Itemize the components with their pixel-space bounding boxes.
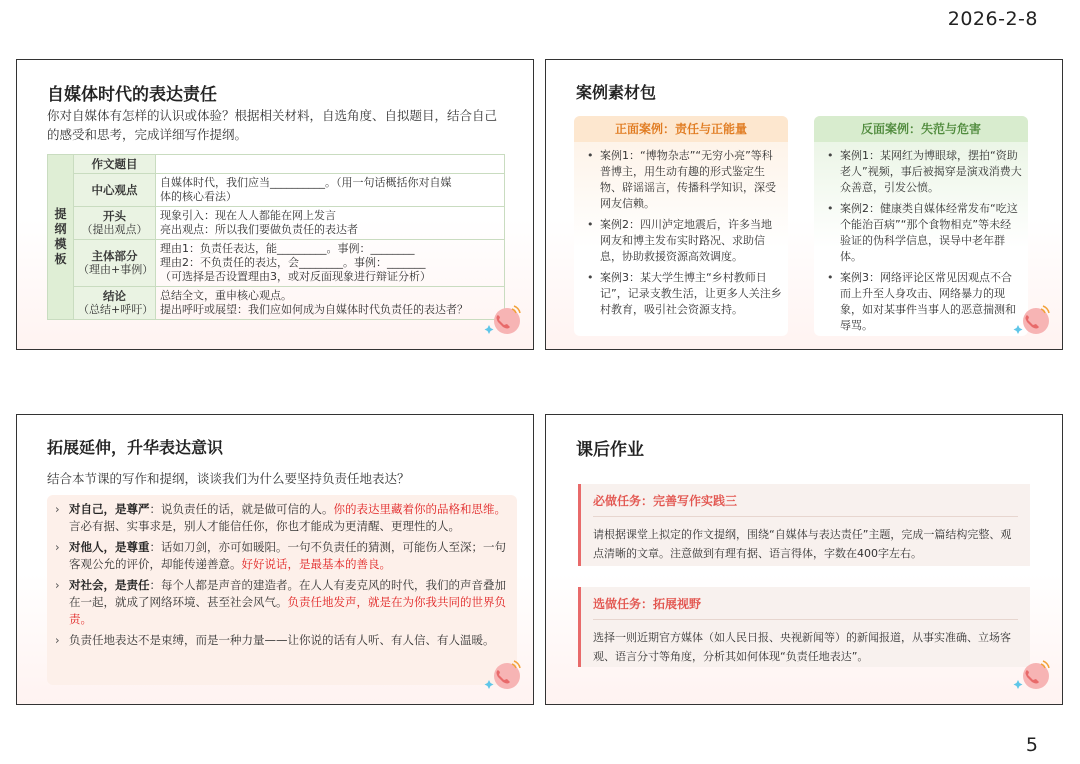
template-side-label: 提 纲 模 板 [48, 155, 74, 320]
row-value: 理由1：负责任表达，能_________。事例：________ 理由2：不负责任的表达，会________。事例：_______ （可选择是否设置理由3，或对反面现象进行辩证分析） [156, 240, 505, 287]
case-list [574, 142, 788, 318]
slide-extension[interactable] [16, 414, 534, 705]
list-item: › 负责任地表达不是束缚，而是一种力量——让你说的话有人听、有人信、有人温暖。 [55, 633, 495, 647]
list-item: • 案例2：健康类自媒体经常发布“吃这个能治百病”“那个食物相克”等未经验证的伪科学信息，误导中老年群体。 [826, 201, 1022, 265]
positive-cases-column [574, 116, 788, 336]
case-list [814, 142, 1028, 334]
row-label: 作文题目 [74, 155, 156, 174]
list-item: › 对他人，是尊重：话如刀剑，亦可如暖阳。一句不负责任的猜测，可能伤人至深；一句客观公允的评价，却能传递善意。好好说话，是最基本的善良。 [55, 540, 506, 571]
phone-icon [483, 658, 523, 692]
table-row [48, 155, 505, 174]
row-label: 主体部分 （理由+事例） [74, 240, 156, 287]
date-label: 2026-2-8 [947, 8, 1038, 30]
row-value: 现象引入：现在人人都能在网上发言 亮出观点：所以我们要做负责任的表达者 [156, 207, 505, 240]
list-item: • 案例3：网络评论区常见因观点不合而上升至人身攻击、网络暴力的现象，如对某事件当事人的恶意揣测和辱骂。 [826, 270, 1022, 334]
table-row [48, 240, 505, 287]
list-item: • 案例2：四川泸定地震后，许多当地网友和博主发布实时路况、求助信息，协助救援资源高效调度。 [586, 217, 782, 265]
list-item: • 案例3：某大学生博主“乡村教师日记”，记录支教生活，让更多人关注乡村教育，吸引社会资源支持。 [586, 270, 782, 318]
row-value: 自媒体时代，我们应当__________。（用一句话概括你对自媒 体的核心看法） [156, 174, 505, 207]
column-heading: 正面案例：责任与正能量 [574, 116, 788, 142]
table-row [48, 207, 505, 240]
task-heading: 必做任务：完善写作实践三 [581, 484, 1030, 517]
phone-icon [1012, 303, 1052, 337]
chevron-right-icon: › [55, 540, 60, 554]
phone-icon [483, 303, 523, 337]
task-body: 选择一则近期官方媒体（如人民日报、央视新闻等）的新闻报道，从事实准确、立场客观、语言分寸等角度，分析其如何体现“负责任地表达”。 [593, 631, 1011, 663]
row-value: 总结全文，重申核心观点。 提出呼吁或展望：我们应如何成为自媒体时代负责任的表达者？ [156, 287, 505, 320]
row-value [156, 155, 505, 174]
chevron-right-icon: › [55, 502, 60, 516]
slide-intro: 结合本节课的写作和提纲，谈谈我们为什么要坚持负责任地表达？ [47, 471, 410, 486]
row-label: 开头 （提出观点） [74, 207, 156, 240]
optional-task-card [578, 587, 1030, 667]
row-label: 中心观点 [74, 174, 156, 207]
slide-case-materials[interactable] [545, 59, 1063, 350]
task-body: 请根据课堂上拟定的作文提纲，围绕“自媒体与表达责任”主题，完成一篇结构完整、观点清晰的文章。注意做到有理有据、语言得体，字数在400字左右。 [593, 528, 1012, 560]
list-item: • 案例1：“博物杂志”“无穷小亮”等科普博主，用生动有趣的形式鉴定生物、辟谣谣言，传播科学知识，深受网友信赖。 [586, 148, 782, 212]
page-number: 5 [1025, 734, 1038, 756]
required-task-card [578, 484, 1030, 566]
task-heading: 选做任务：拓展视野 [581, 587, 1030, 620]
row-label: 结论 （总结+呼吁） [74, 287, 156, 320]
phone-icon [1012, 658, 1052, 692]
slide-title: 课后作业 [576, 440, 644, 460]
slide-title: 自媒体时代的表达责任 [47, 85, 217, 105]
slide-expression-responsibility[interactable] [16, 59, 534, 350]
chevron-right-icon: › [55, 578, 60, 592]
slide-intro: 你对自媒体有怎样的认识或体验？根据相关材料，自选角度、自拟题目，结合自己的感受和思考，完成详细写作提纲。 [47, 108, 498, 142]
table-row [48, 287, 505, 320]
list-item: • 案例1：某网红为博眼球，摆拍“资助老人”视频，事后被揭穿是演戏消费大众善意，引发公愤。 [826, 148, 1022, 196]
list-item: › 对社会，是责任：每个人都是声音的建造者。在人人有麦克风的时代，我们的声音叠加在一起，就成了网络环境、甚至社会风气。负责任地发声，就是在为你我共同的世界负责。 [55, 578, 506, 626]
slide-title: 案例素材包 [576, 83, 657, 102]
column-heading: 反面案例：失范与危害 [814, 116, 1028, 142]
slide-title: 拓展延伸，升华表达意识 [47, 438, 224, 457]
slide-homework[interactable] [545, 414, 1063, 705]
negative-cases-column [814, 116, 1028, 336]
chevron-right-icon: › [55, 633, 60, 647]
reasons-box [47, 495, 517, 685]
list-item: › 对自己，是尊严：说负责任的话，就是做可信的人。你的表达里藏着你的品格和思维。言必有据、实事求是，别人才能信任你，你也才能成为更清醒、更理性的人。 [55, 502, 506, 533]
outline-template-table [47, 154, 505, 320]
table-row [48, 174, 505, 207]
